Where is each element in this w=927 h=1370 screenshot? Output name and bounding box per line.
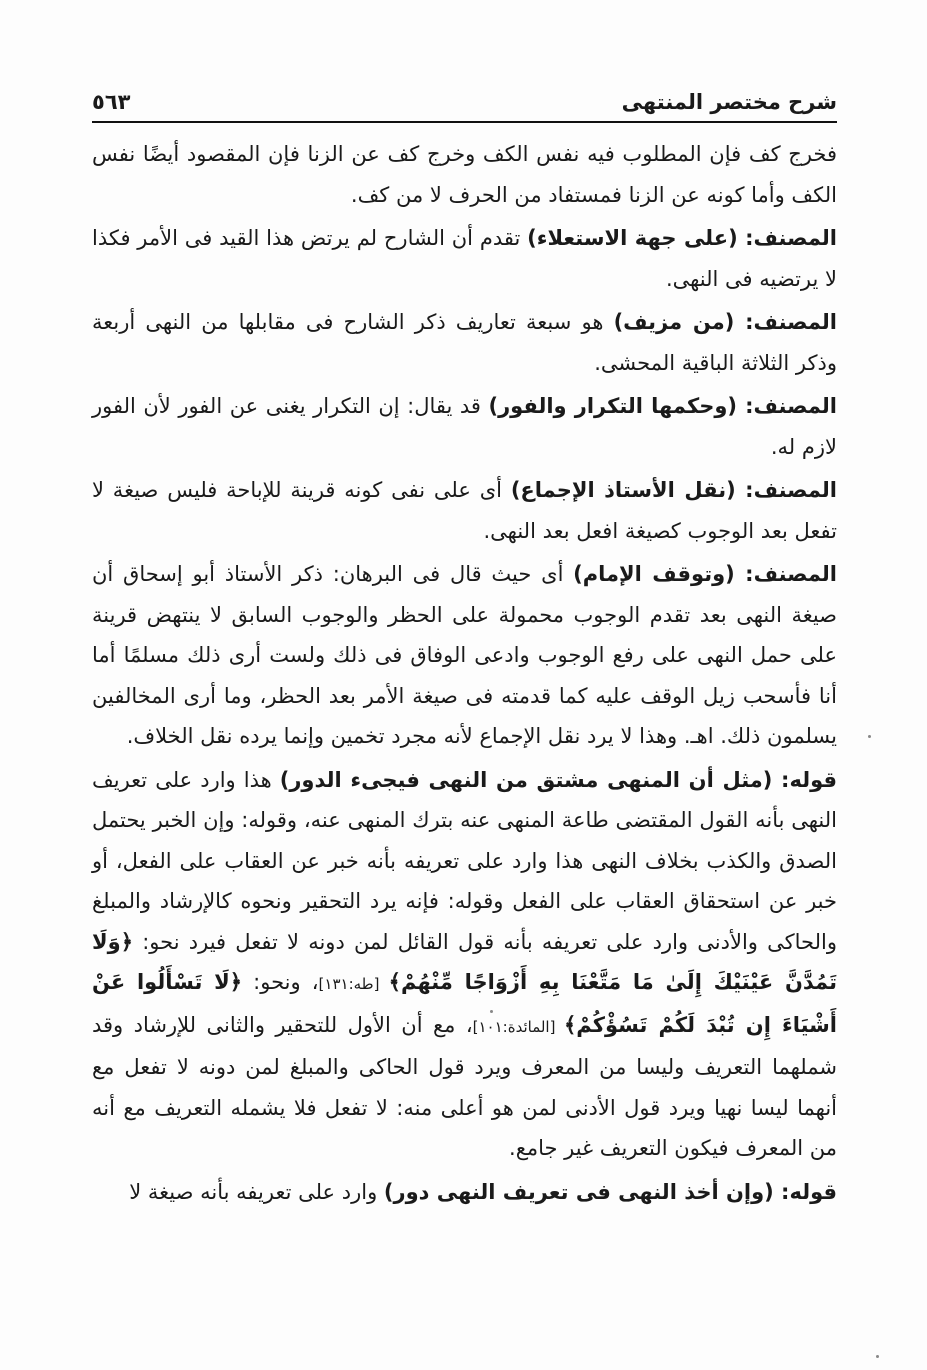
verse-citation: [المائدة:١٠١]: [472, 1017, 564, 1036]
paragraph: [92, 218, 837, 299]
verse-citation: [طه:١٣١]: [318, 975, 389, 993]
scan-speck: [868, 735, 871, 738]
quoted-phrase: (من مزيف): [613, 310, 735, 334]
page-header: [92, 88, 837, 120]
paragraph-lead: المصنف:: [737, 226, 837, 250]
paragraph: [92, 554, 837, 757]
quoted-phrase: (نقل الأستاذ الإجماع): [510, 478, 736, 502]
quoted-phrase: (وتوقف الإمام): [573, 562, 735, 586]
paragraph-text: أى حيث قال فى البرهان: ذكر الأستاذ أبو إسحاق أن صيغة النهى بعد تقدم الوجوب محمولة على الحظر والوجوب السابق لا ينتهض قرينة على حمل النهى على رفع الوجوب وادعى الوفاق فى ذلك ولست أرى ذلك مسلمًا أما أنا فأسحب زيل الوقف عليه كما قدمته فى صيغة الأمر بعد الحظر، وما أرى المخالفين يسلمون ذلك. اهـ. وهذا لا يرد نقل الإجماع لأنه مجرد تخمين وإنما يرده نقل الخلاف.: [92, 562, 837, 748]
scan-speck: [876, 1355, 879, 1358]
paragraph-text: هذا وارد على تعريف النهى بأنه القول المقتضى طاعة المنهى عنه بترك المنهى عنه، وقوله: وإن الخبر يحتمل الصدق والكذب بخلاف النهى هذا وارد على تعريفه بأنه خبر عن العقاب على الفعل، أو خبر عن استحقاق العقاب على الفعل وقوله: فإنه يرد التحقير ونحوه كالإرشاد والمبلغ والحاكى والأدنى وارد على تعريفه بأنه قول القائل لمن دونه لا تفعل فيرد نحو:: [92, 767, 837, 954]
paragraph-text: وارد على تعريفه بأنه صيغة لا: [129, 1179, 384, 1204]
quoted-phrase: (وإن أخذ النهى فى تعريف النهى دور): [383, 1179, 774, 1204]
paragraph-lead: المصنف:: [734, 310, 837, 334]
paragraph-lead: قوله:: [772, 767, 837, 792]
paragraph-text: تقدم أن الشارح لم يرتض هذا القيد فى الأمر فكذا لا يرتضيه فى النهى.: [92, 226, 837, 291]
paragraph-lead: المصنف:: [735, 478, 838, 502]
quran-verse: ﴿وَلَا تَمُدَّنَّ عَيْنَيْكَ إِلَىٰ مَا مَتَّعْنَا بِهِ أَزْوَاجًا مِّنْهُمْ﴾: [92, 929, 838, 994]
paragraph-text: أى على نفى كونه قرينة للإباحة فليس صيغة لا تفعل بعد الوجوب كصيغة افعل بعد النهى.: [92, 478, 837, 543]
paragraph-text: هو سبعة تعاريف ذكر الشارح فى مقابلها من النهى أربعة وذكر الثلاثة الباقية المحشى.: [92, 310, 837, 375]
scan-speck: [490, 1010, 493, 1013]
paragraph: [92, 470, 837, 551]
paragraph-text: فخرج كف فإن المطلوب فيه نفس الكف وخرج كف عن الزنا فإن المقصود أيضًا نفس الكف وأما كونه عن الزنا فمستفاد من الحرف لا من كف.: [92, 142, 837, 207]
paragraph-text: ، ونحو:: [242, 970, 319, 994]
paragraph-lead: قوله:: [773, 1179, 837, 1204]
body-text: [92, 134, 837, 1212]
quran-verse: ﴿لَا تَسْأَلُوا عَنْ أَشْيَاءَ إِن تُبْدَ لَكُمْ تَسُؤْكُمْ﴾: [92, 970, 838, 1037]
quoted-phrase: (مثل أن المنهى مشتق من النهى فيجىء الدور): [279, 767, 773, 792]
paragraph-lead: المصنف:: [734, 562, 838, 586]
paragraph-lead: المصنف:: [736, 394, 837, 418]
paragraph: [92, 1172, 837, 1213]
paragraph: [92, 386, 837, 467]
paragraph: [92, 760, 837, 1169]
paragraph-text: ، مع أن الأول للتحقير والثانى للإرشاد وقد شملهما التعريف وليسا من المعرف ويرد قول الحاكى والمبلغ لمن دونه لا تفعل مع أنهما ليسا نهيا ويرد قول الأدنى لمن هو أعلى منه: لا تفعل فلا يشمله التعريف مع أنه من المعرف فيكون التعريف غير جامع.: [92, 1012, 837, 1160]
quoted-phrase: (على جهة الاستعلاء): [527, 226, 738, 250]
paragraph-text: قد يقال: إن التكرار يغنى عن الفور لأن الفور لازم له.: [92, 394, 837, 459]
running-title: شرح مختصر المنتهى: [621, 90, 837, 114]
page-number: ٥٦٣: [92, 90, 131, 114]
paragraph: [92, 134, 837, 215]
paragraph: [92, 302, 837, 383]
header-rule: [92, 121, 837, 123]
quoted-phrase: (وحكمها التكرار والفور): [488, 394, 737, 418]
